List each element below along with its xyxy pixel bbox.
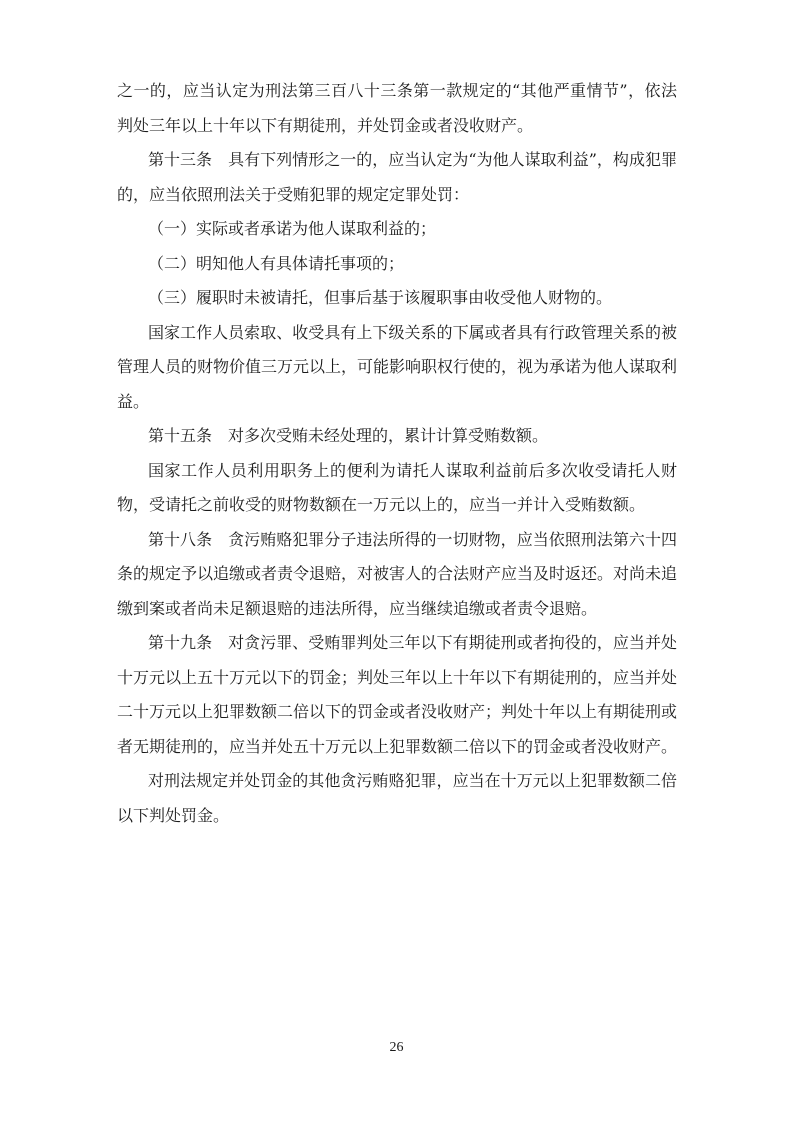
paragraph-article-19: 第十九条 对贪污罪、受贿罪判处三年以下有期徒刑或者拘役的，应当并处十万元以上五十万元以下的罚金；判处三年以上十年以下有期徒刑的，应当并处二十万元以上犯罪数额二倍以下的罚金或者没收财产；判处十年以上有期徒刑或者无期徒刑的，应当并处五十万元以上犯罪数额二倍以下的罚金或者没收财产。 — [117, 633, 678, 756]
paragraph-article-13-clause-2: 国家工作人员索取、收受具有上下级关系的下属或者具有行政管理关系的被管理人员的财物价值三万元以上，可能影响职权行使的，视为承诺为他人谋取利益。 — [117, 322, 678, 411]
document-body — [117, 74, 677, 833]
paragraph-article-13: 第十三条 具有下列情形之一的，应当认定为“为他人谋取利益”，构成犯罪的，应当依照刑法关于受贿犯罪的规定定罪处罚： — [117, 150, 677, 204]
paragraph-article-19-clause-2: 对刑法规定并处罚金的其他贪污贿赂犯罪，应当在十万元以上犯罪数额二倍以下判处罚金。 — [117, 771, 677, 825]
paragraph-item-3: （三）履职时未被请托，但事后基于该履职事由收受他人财物的。 — [148, 288, 613, 307]
paragraph-item-1: （一）实际或者承诺为他人谋取利益的； — [148, 219, 437, 238]
paragraph-item-2: （二）明知他人有具体请托事项的； — [148, 253, 405, 273]
paragraph-article-15: 第十五条 对多次受贿未经处理的，累计计算受贿数额。 — [148, 426, 549, 445]
paragraph-continuation: 之一的，应当认定为刑法第三百八十三条第一款规定的“其他严重情节”，依法判处三年以上十年以下有期徒刑，并处罚金或者没收财产。 — [117, 81, 677, 135]
page-number: 26 — [389, 1040, 404, 1055]
paragraph-article-15-clause-2: 国家工作人员利用职务上的便利为请托人谋取利益前后多次收受请托人财物，受请托之前收受的财物数额在一万元以上的，应当一并计入受贿数额。 — [117, 460, 677, 514]
paragraph-article-18: 第十八条 贪污贿赂犯罪分子违法所得的一切财物，应当依照刑法第六十四条的规定予以追缴或者责令退赔，对被害人的合法财产应当及时返还。对尚未追缴到案或者尚未足额退赔的违法所得，应当继续追缴或者责令退赔。 — [117, 529, 678, 618]
